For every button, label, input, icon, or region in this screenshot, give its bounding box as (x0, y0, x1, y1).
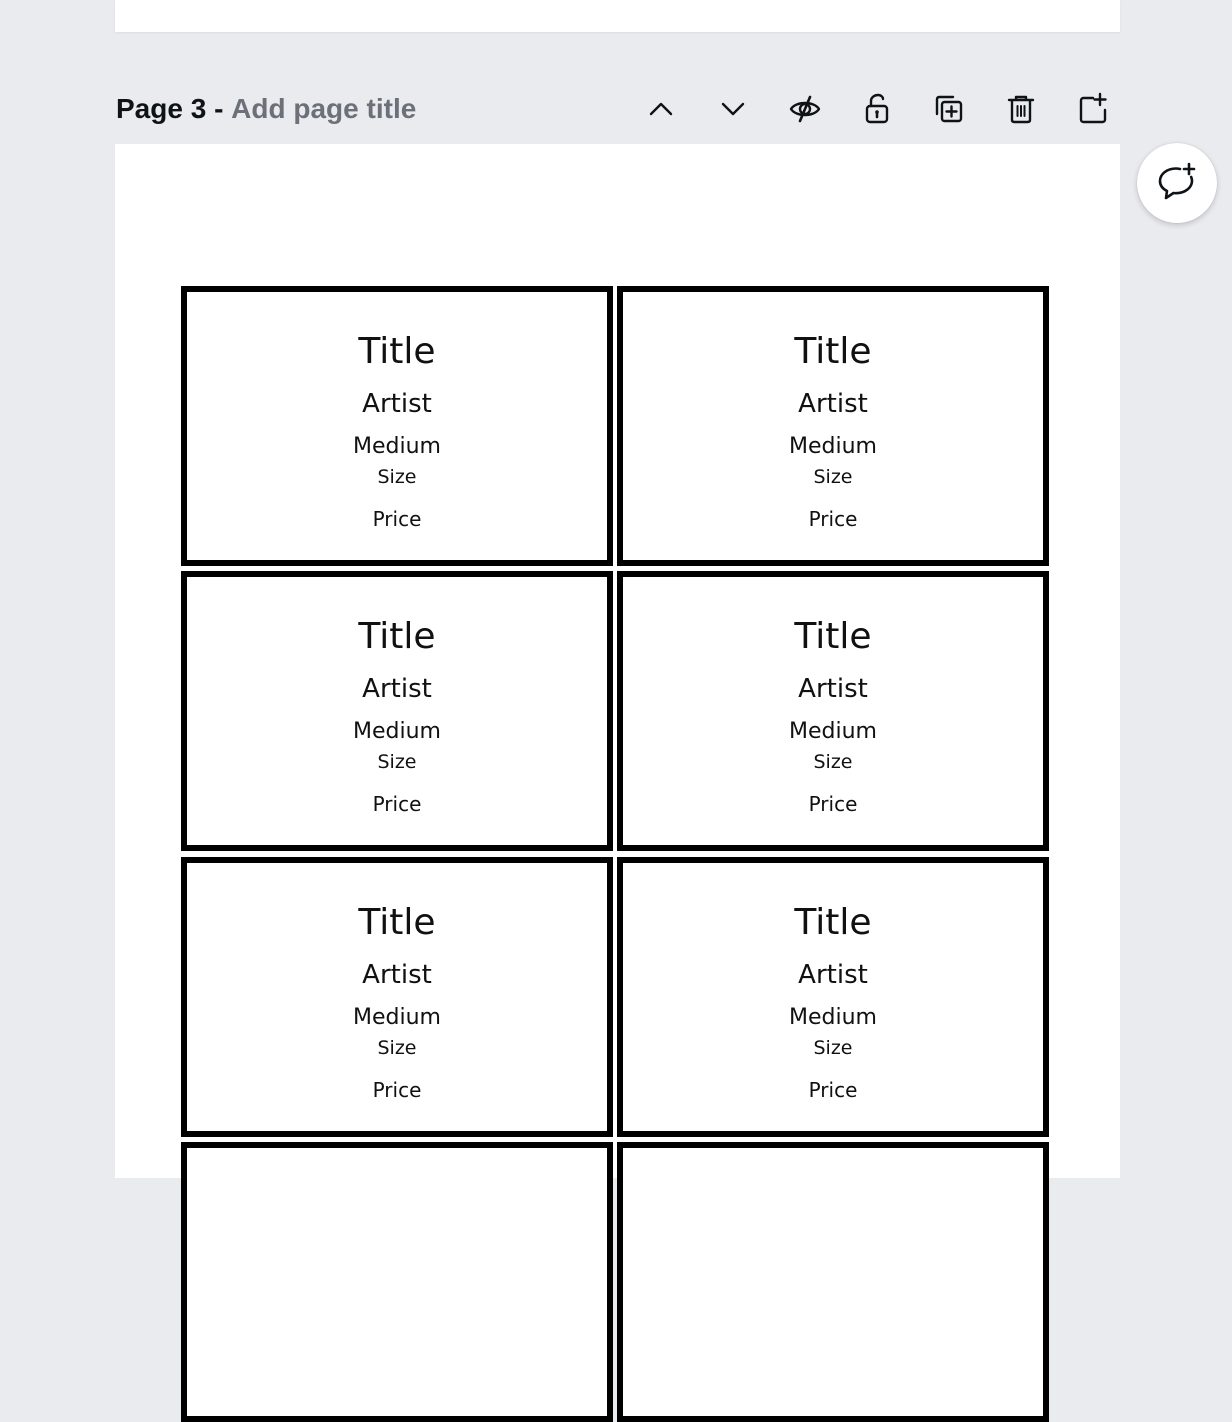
card-medium[interactable]: Medium (789, 434, 877, 459)
label-card[interactable] (181, 857, 613, 1137)
page-header (116, 86, 1120, 132)
eye-hide-icon (788, 92, 822, 126)
card-title[interactable]: Title (358, 902, 436, 943)
label-card[interactable] (617, 571, 1049, 851)
card-price[interactable]: Price (808, 792, 858, 816)
duplicate-page-button[interactable] (927, 86, 971, 132)
card-price[interactable]: Price (372, 792, 422, 816)
card-medium[interactable]: Medium (353, 1005, 441, 1030)
card-title[interactable]: Title (358, 616, 436, 657)
card-size[interactable]: Size (377, 1037, 417, 1059)
card-medium[interactable]: Medium (789, 719, 877, 744)
page-toolbar (116, 86, 1120, 132)
add-comment-icon (1154, 160, 1200, 206)
card-artist[interactable]: Artist (798, 674, 868, 704)
trash-icon (1004, 92, 1038, 126)
move-page-up-button[interactable] (639, 86, 683, 132)
card-artist[interactable]: Artist (362, 674, 432, 704)
card-medium[interactable]: Medium (353, 434, 441, 459)
card-title[interactable]: Title (794, 331, 872, 372)
add-page-button[interactable] (1071, 86, 1115, 132)
unlock-icon (860, 92, 894, 126)
card-size[interactable]: Size (813, 466, 853, 488)
label-card[interactable] (617, 1142, 1049, 1422)
card-title[interactable]: Title (794, 902, 872, 943)
lock-page-button[interactable] (855, 86, 899, 132)
page-title-input[interactable]: Add page title (231, 93, 417, 124)
card-price[interactable]: Price (372, 507, 422, 531)
move-page-down-button[interactable] (711, 86, 755, 132)
card-size[interactable]: Size (813, 1037, 853, 1059)
card-size[interactable]: Size (813, 751, 853, 773)
card-size[interactable]: Size (377, 751, 417, 773)
card-price[interactable]: Price (808, 507, 858, 531)
card-medium[interactable]: Medium (353, 719, 441, 744)
duplicate-icon (932, 92, 966, 126)
chevron-down-icon (716, 92, 750, 126)
add-comment-button[interactable] (1137, 143, 1217, 223)
add-page-icon (1076, 92, 1110, 126)
label-card[interactable] (617, 857, 1049, 1137)
card-artist[interactable]: Artist (798, 389, 868, 419)
card-medium[interactable]: Medium (789, 1005, 877, 1030)
page-number: Page 3 (116, 93, 207, 124)
card-price[interactable]: Price (372, 1078, 422, 1102)
card-size[interactable]: Size (377, 466, 417, 488)
delete-page-button[interactable] (999, 86, 1043, 132)
label-card[interactable] (181, 1142, 613, 1422)
card-artist[interactable]: Artist (362, 960, 432, 990)
card-title[interactable]: Title (794, 616, 872, 657)
label-card[interactable] (181, 571, 613, 851)
page-canvas[interactable] (115, 144, 1120, 1178)
page-title-separator: - (214, 93, 224, 124)
hide-page-button[interactable] (783, 86, 827, 132)
chevron-up-icon (644, 92, 678, 126)
label-card[interactable] (181, 286, 613, 566)
previous-page-canvas[interactable] (115, 0, 1120, 32)
card-artist[interactable]: Artist (798, 960, 868, 990)
card-price[interactable]: Price (808, 1078, 858, 1102)
card-title[interactable]: Title (358, 331, 436, 372)
card-artist[interactable]: Artist (362, 389, 432, 419)
label-card[interactable] (617, 286, 1049, 566)
